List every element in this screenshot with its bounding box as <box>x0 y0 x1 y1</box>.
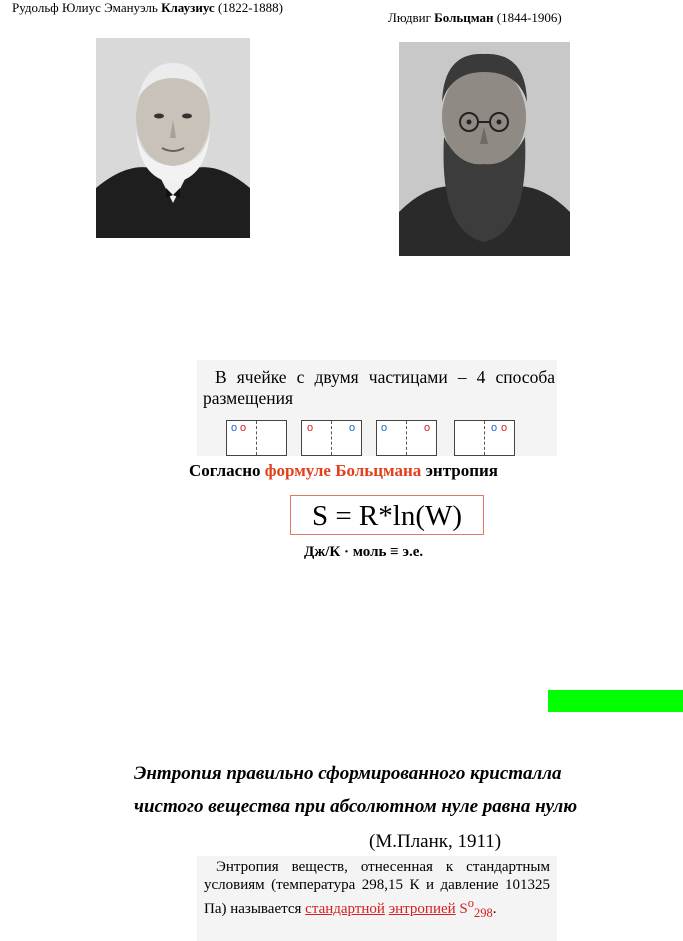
cell-arrangement-4 <box>454 420 515 456</box>
particle-blue: o <box>231 422 238 434</box>
particle-red: o <box>240 422 247 434</box>
standard-definition: Энтропия веществ, отнесенная к стандартным условиям (температура 298,15 К и давление 101325 Па) называется <box>204 859 550 917</box>
particle-red: o <box>501 422 508 434</box>
particle-red: o <box>424 422 431 434</box>
statement-suffix: энтропия <box>421 461 499 480</box>
cell-divider <box>406 421 407 455</box>
clausius-years: (1822-1888) <box>214 0 283 15</box>
standard-entropy-link-1[interactable]: стандартной <box>305 901 385 917</box>
statement-prefix: Согласно <box>189 461 265 480</box>
entropy-symbol-sup: o <box>467 896 475 910</box>
cells-block <box>197 360 557 456</box>
particle-blue: o <box>349 422 356 434</box>
cell-arrangement-3 <box>376 420 437 456</box>
boltzmann-name: Людвиг <box>388 10 435 25</box>
cell-divider <box>256 421 257 455</box>
planck-source: (М.Планк, 1911) <box>369 831 502 852</box>
clausius-portrait <box>96 38 250 238</box>
entropy-symbol-letter: S <box>459 901 468 917</box>
boltzmann-caption <box>388 10 562 26</box>
planck-line-2: чистого вещества при абсолютном нуле равна нулю <box>134 796 578 817</box>
cell-divider <box>331 421 332 455</box>
green-bar <box>548 690 683 712</box>
standard-entropy-link-2[interactable]: энтропией <box>388 901 456 917</box>
particle-blue: o <box>381 422 388 434</box>
cells-text: В ячейке с двумя частицами – 4 способа размещения <box>203 367 555 408</box>
boltzmann-surname: Больцман <box>434 10 494 25</box>
entropy-units: Дж/К · моль ≡ э.е. <box>304 544 424 560</box>
boltzmann-portrait <box>399 42 570 256</box>
entropy-symbol <box>459 896 493 920</box>
standard-entropy-text <box>204 858 550 922</box>
particle-red: o <box>307 422 314 434</box>
cell-divider <box>484 421 485 455</box>
cell-arrangement-1 <box>226 420 287 456</box>
boltzmann-formula-link: формуле Больцмана <box>264 461 422 480</box>
planck-line-1: Энтропия правильно сформированного кристалла <box>134 763 562 784</box>
cell-arrangement-2 <box>301 420 362 456</box>
particle-blue: o <box>491 422 498 434</box>
clausius-surname: Клаузиус <box>161 0 215 15</box>
sentence-end: . <box>492 901 497 917</box>
clausius-name: Рудольф Юлиус Эмануэль <box>12 0 162 15</box>
standard-entropy-block <box>197 856 557 941</box>
boltzmann-years: (1844-1906) <box>493 10 562 25</box>
clausius-caption <box>12 0 283 16</box>
entropy-symbol-sub: 298 <box>474 906 493 920</box>
boltzmann-statement <box>189 461 498 481</box>
entropy-formula: S = R*ln(W) <box>290 495 484 535</box>
